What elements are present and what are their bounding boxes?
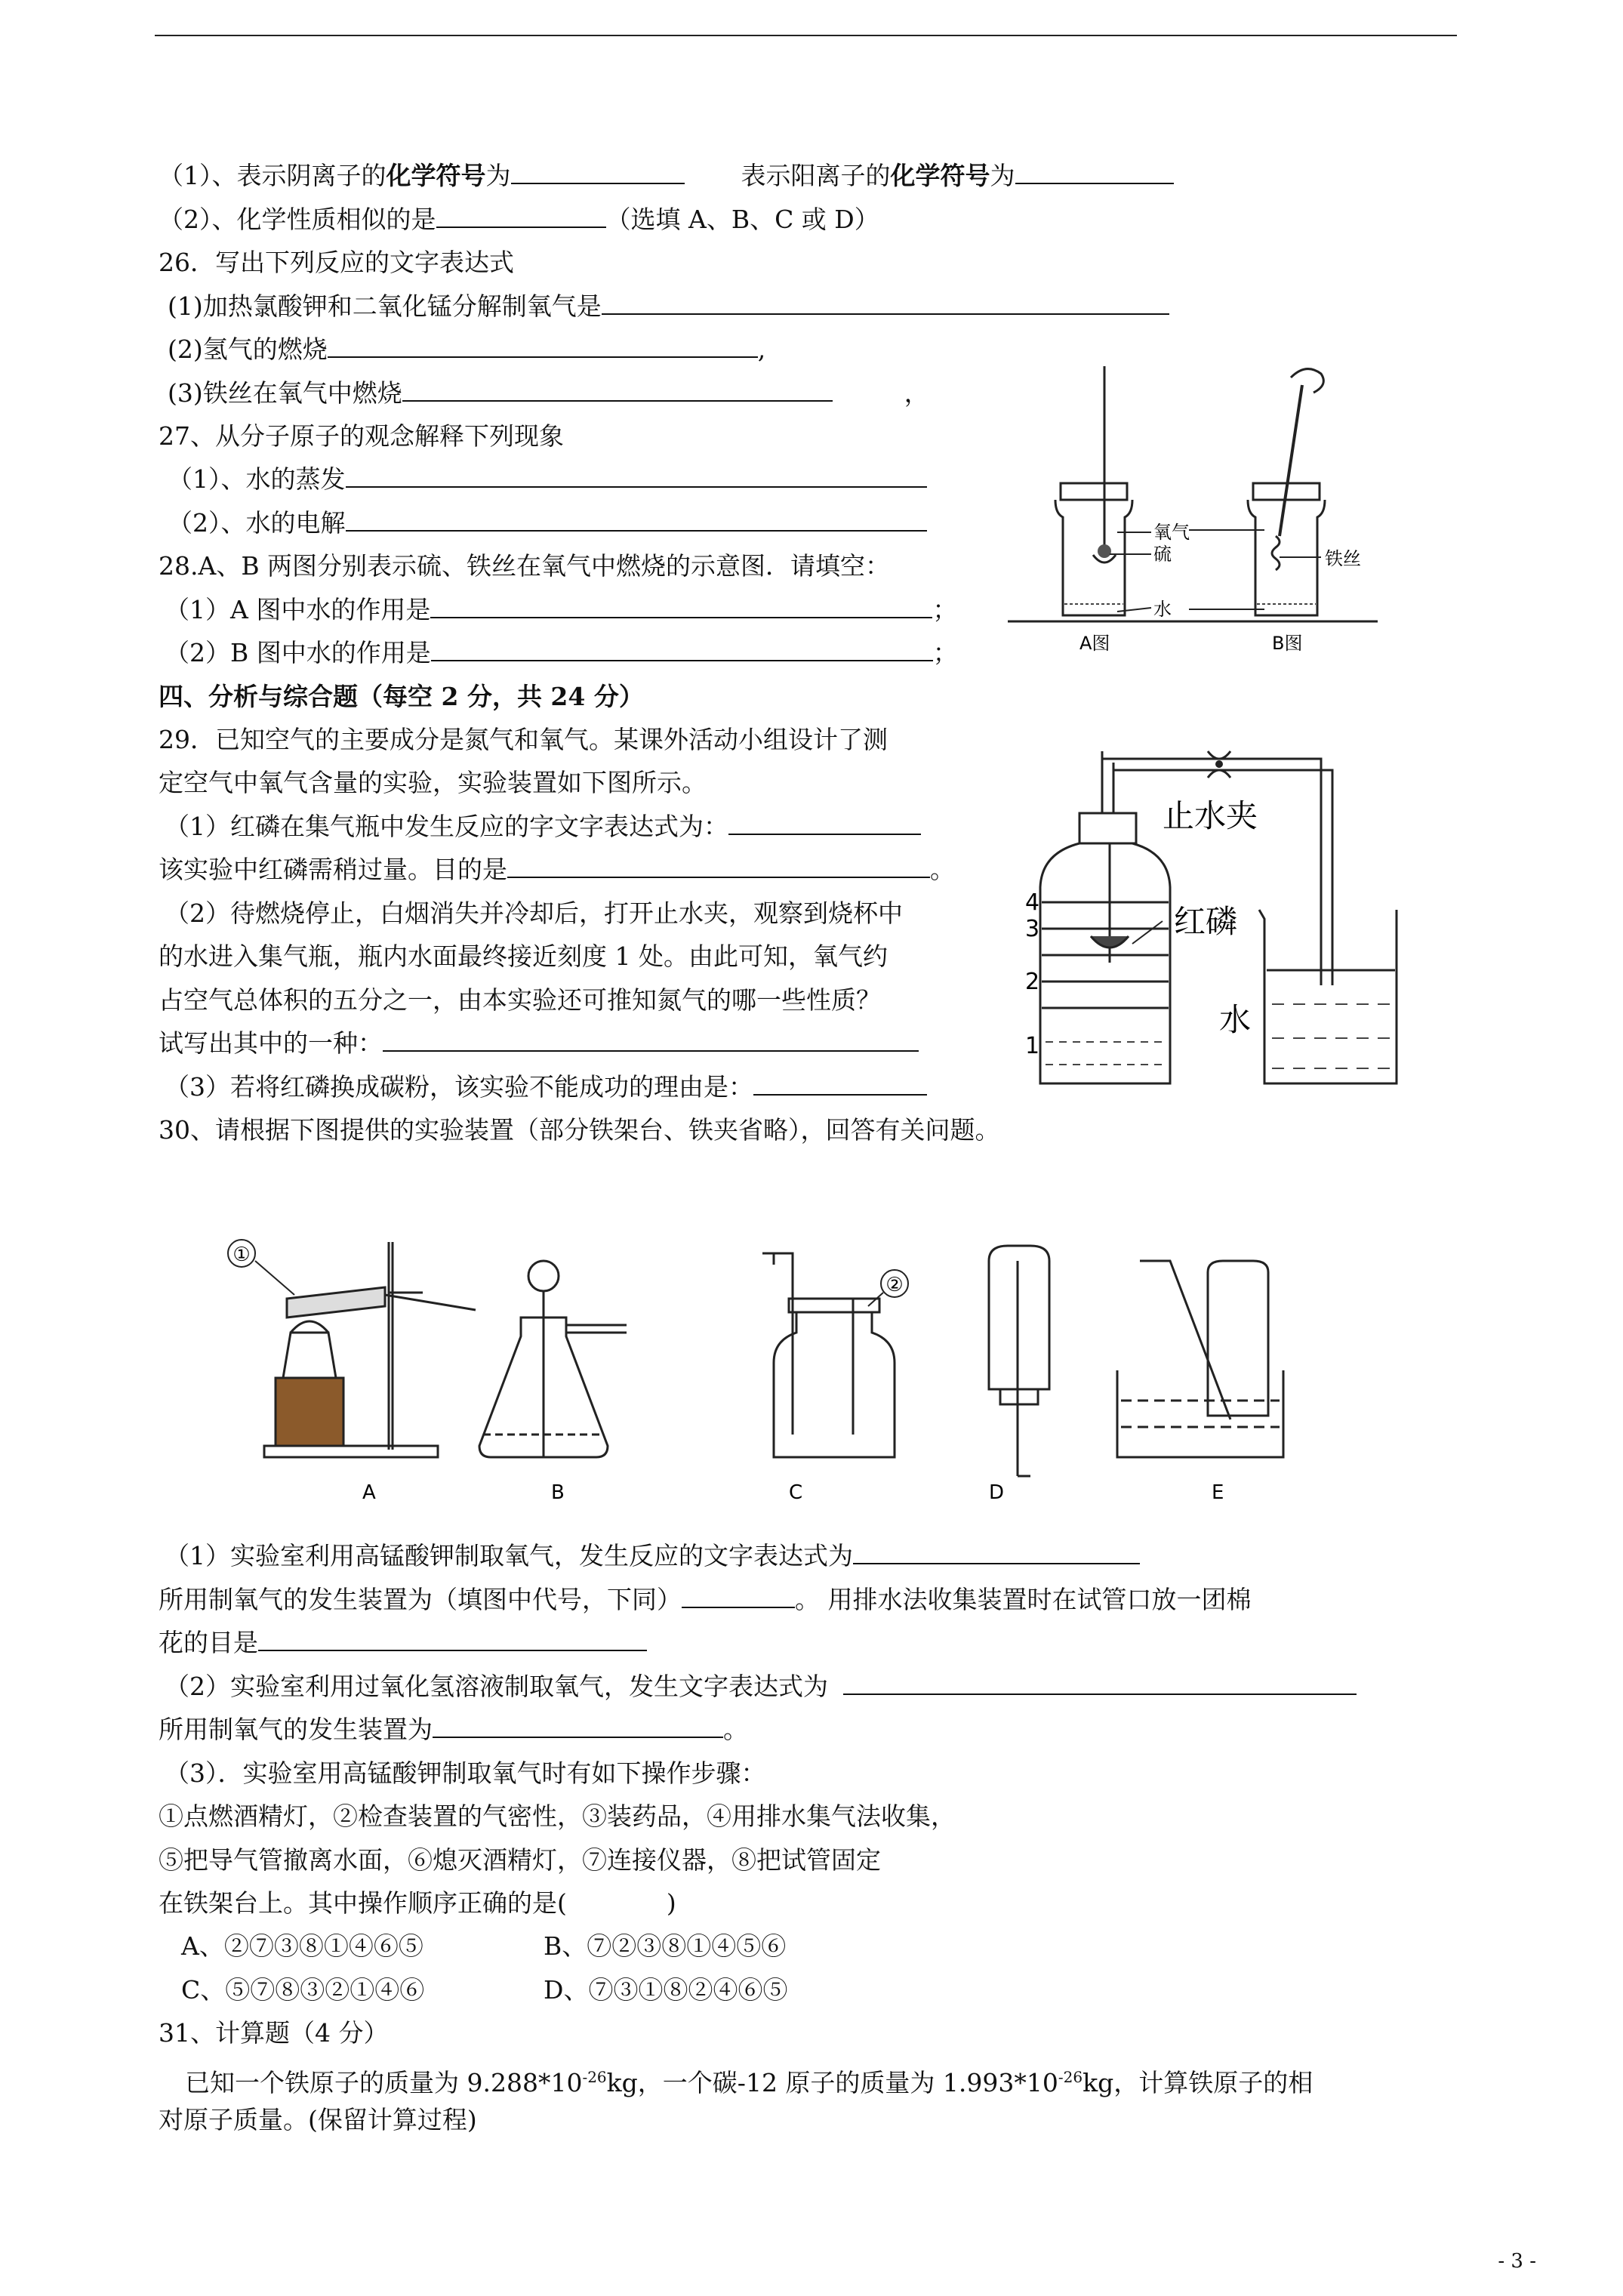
- answer-blank[interactable]: [383, 1028, 919, 1052]
- flame-icon: [1098, 544, 1111, 558]
- mark-1: 1: [1025, 1033, 1040, 1059]
- answer-blank[interactable]: [402, 378, 833, 402]
- label-water: 水: [1219, 1001, 1252, 1038]
- answer-blank[interactable]: [853, 1540, 1140, 1564]
- option-b[interactable]: B、⑦②③⑧①④⑤⑥: [544, 1931, 787, 1961]
- label-iron: 铁丝: [1325, 548, 1361, 569]
- hand-icon: [1291, 369, 1323, 393]
- label-fig-b: B图: [1272, 633, 1303, 654]
- answer-blank[interactable]: [433, 1714, 723, 1738]
- beaker: [1259, 910, 1397, 1083]
- q31-line1: 已知一个铁原子的质量为 $9.288*10^{-26}kg$，一个碳-12 原子的质量为 $1.993*10^{-26}kg$，计算铁原子的相: [185, 2068, 1313, 2097]
- glass-tube: [1102, 751, 1332, 985]
- q29-figure: [1027, 751, 1419, 1106]
- mark-4: 4: [1025, 889, 1040, 916]
- q29-line8: 试写出其中的一种：: [159, 1028, 919, 1059]
- option-d[interactable]: D、⑦③①⑧②④⑥⑤: [544, 1975, 788, 2005]
- q26-item2: (2)氢气的燃烧 ,: [168, 334, 766, 364]
- q29-line1: 29．已知空气的主要成分是氮气和氧气。某课外活动小组设计了测: [159, 725, 888, 754]
- page-number: - 3 -: [1498, 2250, 1536, 2273]
- q31-title: 31、计算题（4 分）: [159, 2018, 389, 2048]
- q30-p1-line3: 花的目是: [159, 1627, 647, 1659]
- q29-line9: （3）若将红磷换成碳粉，该实验不能成功的理由是：: [165, 1071, 927, 1103]
- answer-blank[interactable]: [753, 1071, 927, 1096]
- phosphorus-icon: [1091, 936, 1129, 948]
- label-clamp: 止水夹: [1163, 797, 1258, 834]
- answer-blank[interactable]: [1015, 160, 1174, 184]
- label-e: E: [1212, 1481, 1224, 1504]
- q29-line7: 占空气总体积的五分之一，由本实验还可推知氮气的哪一些性质？: [159, 985, 881, 1015]
- q26-item3: (3)铁丝在氧气中燃烧 ，: [168, 378, 929, 408]
- apparatus-c: [762, 1253, 895, 1457]
- q29-line2: 定空气中氧气含量的实验，实验装置如下图所示。: [159, 768, 707, 797]
- label-c: C: [789, 1481, 803, 1504]
- circled-2: ②: [885, 1274, 904, 1296]
- q28-figure: [1004, 362, 1397, 668]
- q30-p3-line3: ⑤把导气管撤离水面，⑥熄灭酒精灯，⑦连接仪器，⑧把试管固定: [159, 1845, 881, 1875]
- answer-blank[interactable]: [258, 1627, 647, 1651]
- q31-line2: 对原子质量。(保留计算过程): [159, 2105, 477, 2134]
- answer-blank[interactable]: [346, 464, 927, 488]
- q30-p3-line4: 在铁架台上。其中操作顺序正确的是( ): [159, 1888, 676, 1918]
- header-rule: [155, 35, 1457, 36]
- q27-item1: （1）、水的蒸发: [168, 464, 927, 495]
- q29-line6: 的水进入集气瓶，瓶内水面最终接近刻度 1 处。由此可知，氧气约: [159, 942, 888, 971]
- q25-line1: （1）、表示阴离子的化学符号为 表示阳离子的化学符号为: [159, 160, 1174, 192]
- label-b: B: [551, 1481, 565, 1504]
- tongs-icon: [1280, 385, 1302, 536]
- apparatus-e: [1117, 1261, 1283, 1457]
- q30-p1-line1: （1）实验室利用高锰酸钾制取氧气，发生反应的文字表达式为: [165, 1540, 1140, 1572]
- mark-2: 2: [1025, 969, 1040, 995]
- apparatus-b: [479, 1261, 627, 1457]
- label-phosphorus: 红磷: [1174, 903, 1238, 940]
- jar-a: [1055, 483, 1132, 615]
- q29-line3: （1）红磷在集气瓶中发生反应的字文字表达式为：: [165, 811, 921, 843]
- answer-blank[interactable]: [436, 204, 606, 228]
- answer-blank[interactable]: [328, 334, 758, 358]
- option-c[interactable]: C、⑤⑦⑧③②①④⑥: [181, 1975, 425, 2005]
- iron-wire-icon: [1272, 536, 1280, 570]
- q29-line4: 该实验中红磷需稍过量。目的是 。: [159, 855, 955, 884]
- answer-blank[interactable]: [602, 291, 1169, 315]
- answer-blank[interactable]: [507, 854, 930, 878]
- answer-blank[interactable]: [682, 1584, 795, 1608]
- label-water: 水: [1153, 599, 1172, 620]
- q30-p2-line1: （2）实验室利用过氧化氢溶液制取氧气，发生文字表达式为: [165, 1671, 1357, 1703]
- q26-item1: (1)加热氯酸钾和二氧化锰分解制氧气是: [168, 291, 1169, 322]
- q28-title: 28.A、B 两图分别表示硫、铁丝在氧气中燃烧的示意图．请填空：: [159, 551, 891, 581]
- label-fig-a: A图: [1079, 633, 1110, 654]
- q30-figure: [219, 1231, 1306, 1510]
- q30-title: 30、请根据下图提供的实验装置（部分铁架台、铁夹省略），回答有关问题。: [159, 1115, 1000, 1145]
- option-a[interactable]: A、②⑦③⑧①④⑥⑤: [181, 1931, 423, 1961]
- q25-line2: （2）、化学性质相似的是 （选填 A、B、C 或 D）: [159, 205, 879, 234]
- jar-b: [1248, 483, 1325, 615]
- answer-blank[interactable]: [843, 1671, 1357, 1695]
- circled-1: ①: [233, 1244, 251, 1266]
- gas-jar: [1040, 843, 1170, 1083]
- q30-p2-line2: 所用制氧气的发生装置为 。: [159, 1715, 748, 1744]
- label-oxygen: 氧气: [1153, 522, 1190, 543]
- q28-item1: （1）A 图中水的作用是 ；: [165, 595, 958, 624]
- q30-p3-line1: （3）．实验室用高锰酸钾制取氧气时有如下操作步骤：: [165, 1758, 766, 1788]
- apparatus-d: [989, 1246, 1049, 1476]
- q30-p3-line2: ①点燃酒精灯，②检查装置的气密性，③装药品，④用排水集气法收集，: [159, 1801, 956, 1831]
- label-a: A: [362, 1481, 376, 1504]
- mark-3: 3: [1025, 916, 1040, 942]
- q27-item2: （2）、水的电解: [168, 507, 927, 539]
- q28-item2: （2）B 图中水的作用是 ；: [165, 638, 958, 667]
- q26-title: 26．写出下列反应的文字表达式: [159, 248, 514, 277]
- apparatus-a: [264, 1242, 476, 1457]
- section-heading: 四、分析与综合题（每空 2 分，共 24 分）: [159, 682, 644, 711]
- q30-p1-line2: 所用制氧气的发生装置为（填图中代号，下同） 。 用排水法收集装置时在试管口放一团棉: [159, 1585, 1252, 1614]
- answer-blank[interactable]: [431, 637, 933, 661]
- q27-title: 27、从分子原子的观念解释下列现象: [159, 421, 564, 451]
- q29-line5: （2）待燃烧停止，白烟消失并冷却后，打开止水夹，观察到烧杯中: [165, 898, 903, 928]
- answer-blank[interactable]: [728, 811, 921, 835]
- label-sulfur: 硫: [1153, 544, 1172, 565]
- answer-blank[interactable]: [430, 594, 932, 618]
- answer-blank[interactable]: [511, 160, 685, 184]
- stopper: [1079, 813, 1136, 843]
- label-d: D: [989, 1481, 1005, 1504]
- answer-blank[interactable]: [346, 507, 927, 532]
